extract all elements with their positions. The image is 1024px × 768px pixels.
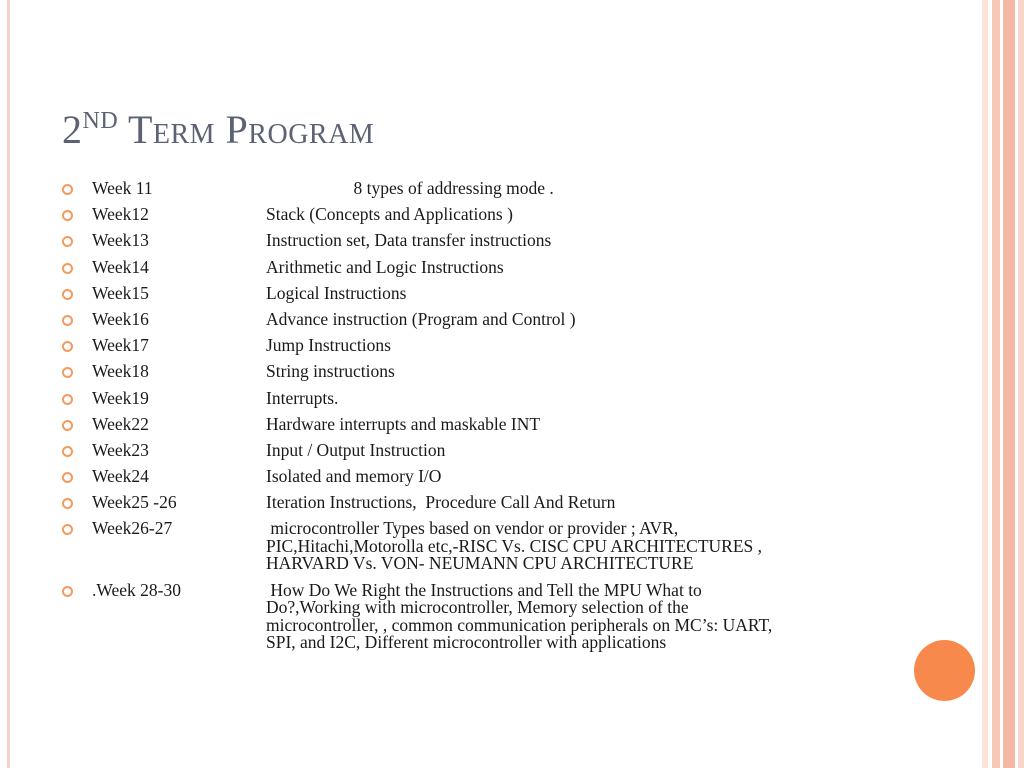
topic-text: Arithmetic and Logic Instructions [266,256,504,277]
bullet-circle-icon [62,337,92,354]
topic-text: String instructions [266,361,395,382]
topic-text: Input / Output Instruction [266,439,446,460]
week-label: Week23 [92,439,149,460]
list-item [62,520,922,573]
week-label: Week25 -26 [92,492,177,513]
bullet-circle-icon [62,285,92,302]
week-label: Week 11 [92,178,153,198]
bullet-circle-icon [62,206,92,223]
week-label: Week12 [92,204,149,225]
list-item [62,232,922,250]
week-label: Week13 [92,230,149,251]
right-decorative-stripes [976,0,1024,768]
list-item [62,256,922,277]
topic-text: Advance instruction (Program and Control ) [266,308,576,329]
week-label: Week14 [92,256,149,277]
topic-text: Iteration Instructions, Procedure Call And Return [266,492,616,513]
list-item [62,206,922,224]
topic-text: Stack (Concepts and Applications ) [266,204,513,225]
week-label: .Week 28-30 [92,579,181,600]
list-item [62,337,922,355]
schedule-list [62,180,922,660]
list-item [62,494,922,512]
week-label: Week16 [92,308,149,329]
topic-text: 8 types of addressing mode . [266,178,554,198]
list-item [62,180,922,198]
week-label: Week26-27 [92,518,173,539]
topic-text: Logical Instructions [266,282,407,303]
week-label: Week15 [92,282,149,303]
bullet-circle-icon [62,363,92,380]
bullet-circle-icon [62,390,92,407]
slide-title [62,106,374,153]
title-number: 2 [62,107,83,152]
bullet-circle-icon [62,232,92,249]
bullet-circle-icon [62,311,92,328]
list-item [62,579,922,653]
bullet-circle-icon [62,582,92,599]
week-label: Week18 [92,361,149,382]
topic-text: Isolated and memory I/O [266,466,442,487]
bullet-circle-icon [62,442,92,459]
bullet-circle-icon [62,520,92,537]
list-item [62,387,922,408]
title-text: Term Program [118,107,375,152]
list-item [62,413,922,434]
orange-circle-decoration [914,640,975,701]
bullet-circle-icon [62,416,92,433]
topic-text: microcontroller Types based on vendor or provider ; AVR, PIC,Hitachi,Motorolla etc,-RISC Vs. CISC CPU ARCHITECTURES , HARVARD Vs. VON- NEUMANN CPU ARCHITECTURE [266,518,763,574]
topic-text: Interrupts. [266,387,339,408]
topic-text: Hardware interrupts and maskable INT [266,413,541,434]
list-item [62,282,922,303]
week-label: Week19 [92,387,149,408]
bullet-circle-icon [62,259,92,276]
topic-text: Jump Instructions [266,335,391,356]
week-label: Week24 [92,466,149,487]
title-ordinal-suffix: ND [82,108,119,134]
list-item [62,363,922,381]
list-item [62,308,922,329]
list-item [62,468,922,486]
left-border-line [7,0,10,768]
topic-text: How Do We Right the Instructions and Tell the MPU What to Do?,Working with microcontroller, Memory selection of the microcontroller, , common communication peripherals on MC’s: UART, SPI, and I2C, Different microcontroller with applications [266,579,773,653]
topic-text: Instruction set, Data transfer instructions [266,230,552,251]
week-label: Week17 [92,335,149,356]
bullet-circle-icon [62,180,92,197]
bullet-circle-icon [62,468,92,485]
week-label: Week22 [92,413,149,434]
bullet-circle-icon [62,494,92,511]
list-item [62,439,922,460]
